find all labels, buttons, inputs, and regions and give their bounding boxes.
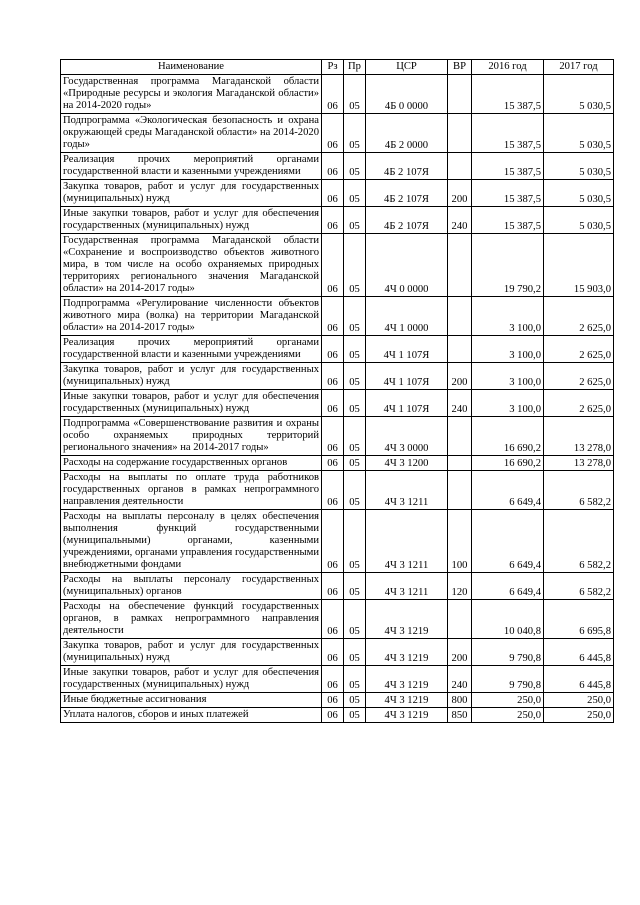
row-pr: 05 xyxy=(344,207,366,234)
table-row xyxy=(61,336,614,363)
row-2016: 250,0 xyxy=(472,693,544,708)
row-2016: 3 100,0 xyxy=(472,297,544,336)
row-csr: 4Ч 3 1219 xyxy=(366,666,448,693)
row-rz: 06 xyxy=(322,75,344,114)
row-csr: 4Б 2 107Я xyxy=(366,207,448,234)
row-2017: 2 625,0 xyxy=(544,390,614,417)
row-pr: 05 xyxy=(344,336,366,363)
row-rz: 06 xyxy=(322,708,344,723)
row-name: Расходы на выплаты персоналу в целях обеспечения выполнения функций государственными (муниципальными) органами, казенными учреждениями, органами управления государственными внебюджетными фондами xyxy=(61,510,322,573)
row-pr: 05 xyxy=(344,666,366,693)
row-pr: 05 xyxy=(344,153,366,180)
row-2017: 6 582,2 xyxy=(544,510,614,573)
row-2016: 10 040,8 xyxy=(472,600,544,639)
row-rz: 06 xyxy=(322,417,344,456)
row-rz: 06 xyxy=(322,336,344,363)
row-rz: 06 xyxy=(322,114,344,153)
row-csr: 4Ч 3 1211 xyxy=(366,471,448,510)
row-2016: 9 790,8 xyxy=(472,666,544,693)
row-rz: 06 xyxy=(322,363,344,390)
table-row xyxy=(61,297,614,336)
row-2017: 5 030,5 xyxy=(544,180,614,207)
row-name: Расходы на содержание государственных органов xyxy=(61,456,322,471)
header-2016: 2016 год xyxy=(472,60,544,75)
row-2016: 15 387,5 xyxy=(472,153,544,180)
row-vr xyxy=(448,456,472,471)
row-name: Иные закупки товаров, работ и услуг для обеспечения государственных (муниципальных) нужд xyxy=(61,666,322,693)
table-row xyxy=(61,234,614,297)
row-pr: 05 xyxy=(344,510,366,573)
row-2017: 13 278,0 xyxy=(544,417,614,456)
row-2016: 3 100,0 xyxy=(472,390,544,417)
row-vr xyxy=(448,600,472,639)
row-name: Расходы на выплаты по оплате труда работников государственных органов в рамках непрограммного направления деятельности xyxy=(61,471,322,510)
row-vr: 200 xyxy=(448,639,472,666)
row-2016: 3 100,0 xyxy=(472,363,544,390)
row-csr: 4Б 2 107Я xyxy=(366,153,448,180)
row-name: Закупка товаров, работ и услуг для государственных (муниципальных) нужд xyxy=(61,363,322,390)
row-2016: 19 790,2 xyxy=(472,234,544,297)
row-rz: 06 xyxy=(322,510,344,573)
table-row xyxy=(61,363,614,390)
row-pr: 05 xyxy=(344,75,366,114)
row-csr: 4Ч 1 0000 xyxy=(366,297,448,336)
row-2016: 15 387,5 xyxy=(472,114,544,153)
row-name: Закупка товаров, работ и услуг для государственных (муниципальных) нужд xyxy=(61,639,322,666)
row-2017: 15 903,0 xyxy=(544,234,614,297)
row-csr: 4Ч 3 1200 xyxy=(366,456,448,471)
row-rz: 06 xyxy=(322,573,344,600)
row-2017: 250,0 xyxy=(544,708,614,723)
table-row xyxy=(61,114,614,153)
row-csr: 4Ч 3 1219 xyxy=(366,708,448,723)
row-csr: 4Б 2 0000 xyxy=(366,114,448,153)
row-vr: 240 xyxy=(448,390,472,417)
header-vr: ВР xyxy=(448,60,472,75)
row-vr: 850 xyxy=(448,708,472,723)
row-name: Иные бюджетные ассигнования xyxy=(61,693,322,708)
row-pr: 05 xyxy=(344,390,366,417)
row-name: Иные закупки товаров, работ и услуг для обеспечения государственных (муниципальных) нужд xyxy=(61,207,322,234)
row-csr: 4Б 2 107Я xyxy=(366,180,448,207)
row-2016: 6 649,4 xyxy=(472,573,544,600)
row-2016: 15 387,5 xyxy=(472,180,544,207)
table-row xyxy=(61,390,614,417)
row-pr: 05 xyxy=(344,639,366,666)
table-row xyxy=(61,666,614,693)
row-name: Расходы на выплаты персоналу государственных (муниципальных) органов xyxy=(61,573,322,600)
header-rz: Рз xyxy=(322,60,344,75)
row-2016: 16 690,2 xyxy=(472,456,544,471)
header-name: Наименование xyxy=(61,60,322,75)
row-name: Иные закупки товаров, работ и услуг для обеспечения государственных (муниципальных) нужд xyxy=(61,390,322,417)
row-2016: 16 690,2 xyxy=(472,417,544,456)
table-row xyxy=(61,600,614,639)
row-2017: 5 030,5 xyxy=(544,153,614,180)
row-name: Подпрограмма «Экологическая безопасность и охрана окружающей среды Магаданской области» на 2014-2020 годы» xyxy=(61,114,322,153)
row-pr: 05 xyxy=(344,297,366,336)
table-row xyxy=(61,639,614,666)
row-2017: 5 030,5 xyxy=(544,207,614,234)
row-rz: 06 xyxy=(322,207,344,234)
row-name: Подпрограмма «Совершенствование развития и охраны особо охраняемых природных территорий регионального значения» на 2014-2017 годы» xyxy=(61,417,322,456)
row-2016: 15 387,5 xyxy=(472,75,544,114)
table-row xyxy=(61,693,614,708)
row-rz: 06 xyxy=(322,666,344,693)
row-vr xyxy=(448,336,472,363)
row-csr: 4Ч 3 1219 xyxy=(366,639,448,666)
row-name: Уплата налогов, сборов и иных платежей xyxy=(61,708,322,723)
row-2016: 6 649,4 xyxy=(472,510,544,573)
row-2017: 6 445,8 xyxy=(544,639,614,666)
row-2017: 2 625,0 xyxy=(544,336,614,363)
row-2016: 15 387,5 xyxy=(472,207,544,234)
row-2016: 6 649,4 xyxy=(472,471,544,510)
header-2017: 2017 год xyxy=(544,60,614,75)
row-2017: 2 625,0 xyxy=(544,297,614,336)
row-2017: 6 695,8 xyxy=(544,600,614,639)
row-pr: 05 xyxy=(344,573,366,600)
row-2017: 6 582,2 xyxy=(544,573,614,600)
row-2017: 2 625,0 xyxy=(544,363,614,390)
row-vr xyxy=(448,471,472,510)
row-pr: 05 xyxy=(344,417,366,456)
header-csr: ЦСР xyxy=(366,60,448,75)
row-vr: 200 xyxy=(448,180,472,207)
row-name: Государственная программа Магаданской области «Сохранение и воспроизводство объектов животного мира, в том числе на особо охраняемых природных территориях регионального значения Магаданской области» на 2014-2017 годы» xyxy=(61,234,322,297)
row-csr: 4Б 0 0000 xyxy=(366,75,448,114)
row-csr: 4Ч 0 0000 xyxy=(366,234,448,297)
table-row xyxy=(61,573,614,600)
row-pr: 05 xyxy=(344,363,366,390)
row-rz: 06 xyxy=(322,234,344,297)
row-pr: 05 xyxy=(344,708,366,723)
table-header-row xyxy=(61,60,614,75)
row-pr: 05 xyxy=(344,234,366,297)
table-row xyxy=(61,180,614,207)
row-2016: 9 790,8 xyxy=(472,639,544,666)
row-rz: 06 xyxy=(322,693,344,708)
row-csr: 4Ч 1 107Я xyxy=(366,390,448,417)
row-name: Реализация прочих мероприятий органами государственной власти и казенными учреждениями xyxy=(61,336,322,363)
row-vr xyxy=(448,114,472,153)
row-csr: 4Ч 1 107Я xyxy=(366,363,448,390)
row-rz: 06 xyxy=(322,639,344,666)
table-row xyxy=(61,153,614,180)
row-vr: 240 xyxy=(448,666,472,693)
row-rz: 06 xyxy=(322,456,344,471)
row-rz: 06 xyxy=(322,600,344,639)
row-pr: 05 xyxy=(344,114,366,153)
budget-table xyxy=(60,59,614,723)
row-name: Государственная программа Магаданской области «Природные ресурсы и экология Магаданской области» на 2014-2020 годы» xyxy=(61,75,322,114)
row-csr: 4Ч 3 1211 xyxy=(366,510,448,573)
row-pr: 05 xyxy=(344,456,366,471)
row-name: Подпрограмма «Регулирование численности объектов животного мира (волка) на территории Магаданской области» на 2014-2017 годы» xyxy=(61,297,322,336)
row-rz: 06 xyxy=(322,153,344,180)
row-vr xyxy=(448,234,472,297)
row-vr xyxy=(448,417,472,456)
row-vr: 200 xyxy=(448,363,472,390)
row-rz: 06 xyxy=(322,180,344,207)
row-vr xyxy=(448,297,472,336)
row-rz: 06 xyxy=(322,297,344,336)
row-rz: 06 xyxy=(322,471,344,510)
row-name: Расходы на обеспечение функций государственных органов, в рамках непрограммного направления деятельности xyxy=(61,600,322,639)
row-name: Закупка товаров, работ и услуг для государственных (муниципальных) нужд xyxy=(61,180,322,207)
row-pr: 05 xyxy=(344,600,366,639)
row-vr: 240 xyxy=(448,207,472,234)
row-vr xyxy=(448,75,472,114)
table-row xyxy=(61,75,614,114)
table-row xyxy=(61,207,614,234)
row-csr: 4Ч 3 1219 xyxy=(366,600,448,639)
row-vr xyxy=(448,153,472,180)
row-name: Реализация прочих мероприятий органами государственной власти и казенными учреждениями xyxy=(61,153,322,180)
row-2017: 250,0 xyxy=(544,693,614,708)
row-2016: 250,0 xyxy=(472,708,544,723)
row-pr: 05 xyxy=(344,471,366,510)
row-2017: 6 445,8 xyxy=(544,666,614,693)
row-2017: 6 582,2 xyxy=(544,471,614,510)
row-2017: 13 278,0 xyxy=(544,456,614,471)
table-row xyxy=(61,471,614,510)
row-vr: 120 xyxy=(448,573,472,600)
row-2016: 3 100,0 xyxy=(472,336,544,363)
row-2017: 5 030,5 xyxy=(544,75,614,114)
row-csr: 4Ч 1 107Я xyxy=(366,336,448,363)
row-2017: 5 030,5 xyxy=(544,114,614,153)
document-page xyxy=(60,59,613,723)
row-csr: 4Ч 3 1211 xyxy=(366,573,448,600)
row-csr: 4Ч 3 1219 xyxy=(366,693,448,708)
row-vr: 800 xyxy=(448,693,472,708)
header-pr: Пр xyxy=(344,60,366,75)
table-row xyxy=(61,708,614,723)
table-row xyxy=(61,456,614,471)
row-pr: 05 xyxy=(344,180,366,207)
row-csr: 4Ч 3 0000 xyxy=(366,417,448,456)
row-rz: 06 xyxy=(322,390,344,417)
row-pr: 05 xyxy=(344,693,366,708)
table-row xyxy=(61,510,614,573)
row-vr: 100 xyxy=(448,510,472,573)
table-row xyxy=(61,417,614,456)
